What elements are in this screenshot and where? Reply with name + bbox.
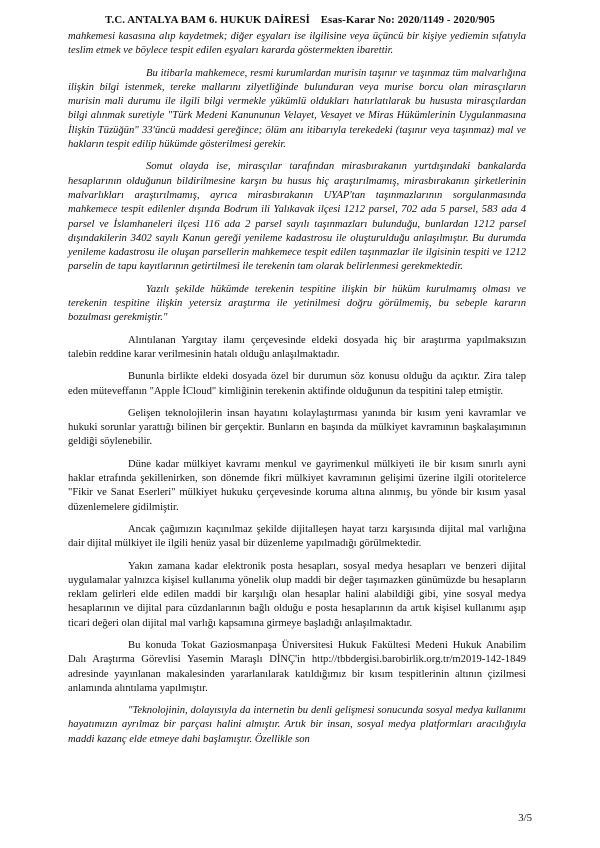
page-number: 3/5 — [518, 812, 532, 824]
paragraph: "Teknolojinin, dolayısıyla da internetin bu denli gelişmesi sonucunda sosyal medya kullanımı hayatımızın ayrılmaz bir parçası halini almıştır. Artık bir insan, sosyal medya platformları aracılığıyla maddi kazanç elde etmeye dahi başlamıştır. Özellikle son — [68, 705, 526, 745]
paragraph: Bu itibarla mahkemece, resmi kurumlardan murisin taşınır ve taşınmaz tüm malvarlığına ilişkin bilgi istenmek, tereke mallarını zilyetliğinde bulunduran veya murise borcu olan mirasçıların murisin mali durumu ile ilgili bilgi vermekle yükümlü oldukları hatırlatılarak bu hususta mirasçılardan bilgi alınmak suretiyle "Türk Medeni Kanununun Velayet, Vesayet ve Miras Hükümlerinin Uygulanmasına İlişkin Tüzüğün" 33'üncü maddesi gereğince; ölüm anı itibarıyla terekedeki (taşınır veya taşınmaz) mal ve hakların tespit edilip hükümde gösterilmesi gerekir. — [68, 67, 526, 151]
paragraph: Yakın zamana kadar elektronik posta hesapları, sosyal medya hesapları ve benzeri dijital uygulamalar yalnızca kişisel kullanıma yönelik olup maddi bir değer taşımazken günümüzde bu hesapların reklam gelirleri elde edilen maddi bir karşılığı olan hesaplar halini alabildiği gibi, yine sosyal medya hesaplarının ve dijital para cüzdanlarının bağlı olduğu e posta hesaplarının da artık kişisel kullanımı aşıp ticari değeri olan dijital mal varlığı kapsamına girmeye başladığı anlaşılmaktadır. — [68, 560, 526, 629]
paragraph: Ancak çağımızın kaçınılmaz şekilde dijitalleşen hayat tarzı karşısında dijital mal varlığına dair dijital mülkiyet ile ilgili henüz yasal bir düzenleme yapılmadığı görülmektedir. — [68, 523, 526, 550]
document-body — [68, 30, 526, 747]
case-number: Esas-Karar No: 2020/1149 - 2020/905 — [320, 14, 495, 26]
paragraph: Somut olayda ise, mirasçılar tarafından mirasbırakanın yurtdışındaki bankalarda hesaplarının olduğunun bildirilmesine karşın bu husus hiç araştırılmamış, mirasbırakanın şirketlerinin malvarlıkları araştırılmamış, ayrıca mirasbırakanın UYAP'tan taşınmazlarının sorgulanmasında mahkemece tespit edilenler dışında Bodrum ili Yalıkavak ilçesi 1212 parsel, 702 ada 5 parsel, 583 ada 4 parsel ve İslamhaneleri ilçesi 116 ada 2 parsel sayılı taşınmazları bulunduğu, bunlardan 1212 parsel dışındakilerin 3402 sayılı Kanun gereği yenileme kadastrosu ile oluşturulduğu anlaşılmıştır. Bu durumda yenileme kadastrosu ile oluşan parsellerin mahkemece tespit edilen taşınmazlar ile ilgisinin tespiti ve 1212 parselin de tapu kayıtlarının getirtilmesi ile terekenin tam olarak belirlenmesi gerekmektedir. — [68, 161, 526, 273]
court-name: T.C. ANTALYA BAM 6. HUKUK DAİRESİ — [105, 14, 310, 26]
page-header — [0, 14, 600, 26]
paragraph: Alıntılanan Yargıtay ilamı çerçevesinde eldeki dosyada hiç bir araştırma yapılmaksızın talebin reddine karar verilmesinin hatalı olduğu anlaşılmaktadır. — [68, 334, 526, 360]
paragraph: Yazılı şekilde hükümde terekenin tespitine ilişkin bir hüküm kurulmamış olması ve terekenin tespitine ilişkin yetersiz araştırma ile yetinilmesi doğru görülmemiş, bu sebeple kararın bozulması gerekmiştir." — [68, 283, 526, 324]
paragraph: Gelişen teknolojilerin insan hayatını kolaylaştırması yanında bir kısım yeni kavramlar ve hukuki sorunlar yarattığı bilinen bir gerçektir. Bunların en başında da mülkiyet kavramının başkalaşımının geldiği söylenebilir. — [68, 407, 526, 448]
paragraph: Düne kadar mülkiyet kavramı menkul ve gayrimenkul mülkiyeti ile bir kısım sınırlı ayni haklar etrafında şekillenirken, son dönemde fikri mülkiyet kavramının gelişimi üzerine ilgili otoritelerce "Fikir ve Sanat Eserleri" mülkiyet hukuku çerçevesinde koruma altına alınmış, bu yönde bir kısım yasal düzenlemelere gidilmiştir. — [68, 458, 526, 513]
paragraph: Bununla birlikte eldeki dosyada özel bir durumun söz konusu olduğu da açıktır. Zira talep eden müteveffanın "Apple İCloud" kimliğinin terekenin aktifinde olduğunun da tespitini talep etmiştir. — [68, 371, 526, 397]
paragraph: Bu konuda Tokat Gaziosmanpaşa Üniversitesi Hukuk Fakültesi Medeni Hukuk Anabilim Dalı Araştırma Görevlisi Yasemin Maraşlı DİNÇ'in http://tbbdergisi.barobirlik.org.tr/m2019-142-1849 adresinde yayınlanan makalesinden yararlanılarak katıldığımız bir kısım tespitlerinin altının çizilmesi anlamında alıntılama yapılmıştır. — [68, 639, 526, 694]
paragraph: mahkemesi kasasına alıp kaydetmek; diğer eşyaları ise ilgilisine veya üçüncü bir kişiye yediemin sıfatıyla teslim etmek ve böylece tespit edilen eşyaları kararda göstermekten ibarettir. — [68, 31, 526, 57]
